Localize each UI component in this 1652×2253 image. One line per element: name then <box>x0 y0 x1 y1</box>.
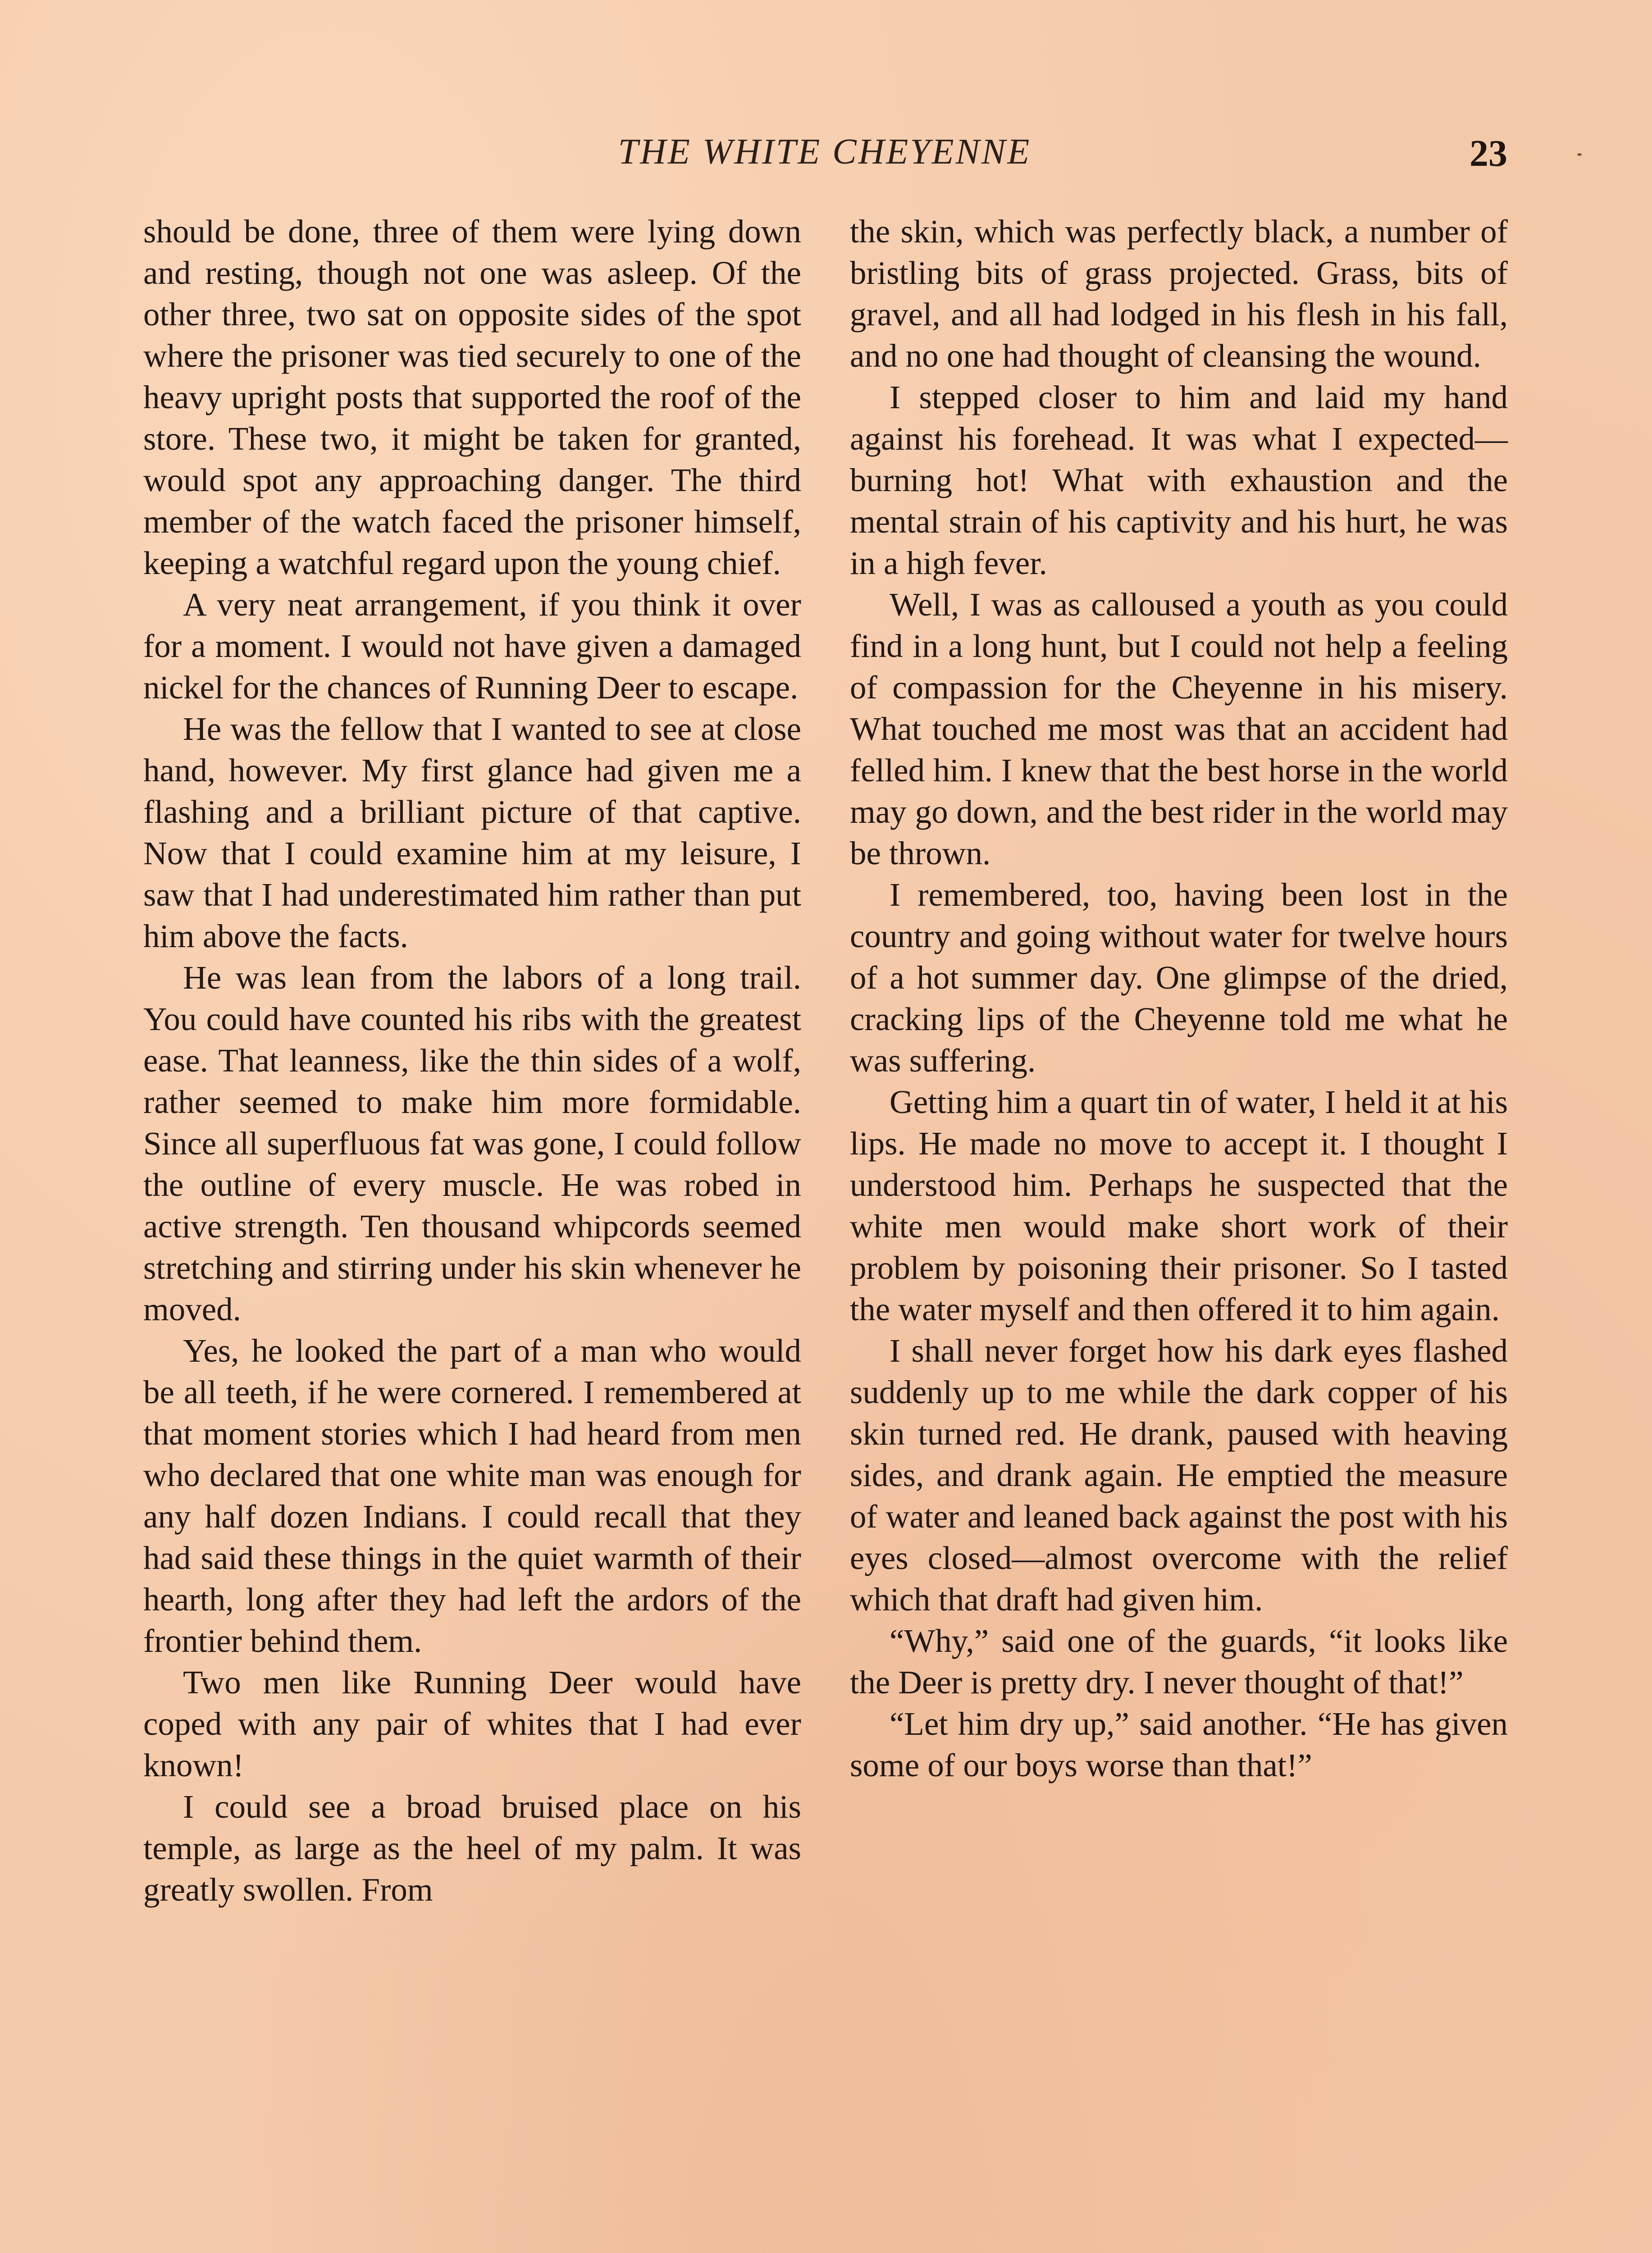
paragraph: I stepped closer to him and laid my hand against his forehead. It was what I expected—burning hot! What with exhaustion and the mental strain of his captivity and his hurt, he was in a high fever. <box>850 379 1508 581</box>
paper-speck <box>1577 153 1582 156</box>
paragraph: Two men like Running Deer would have coped with any pair of whites that I had ever known! <box>143 1664 801 1783</box>
left-column <box>143 211 801 1911</box>
paragraph: He was lean from the labors of a long trail. You could have counted his ribs with the greatest ease. That leanness, like the thin sides of a wolf, rather seemed to make him more formidable. Since all superfluous fat was gone, I could follow the outline of every muscle. He was robed in active strength. Ten thousand whipcords seemed stretching and stirring under his skin whenever he moved. <box>143 959 801 1327</box>
paragraph: A very neat arrangement, if you think it over for a moment. I would not have given a damaged nickel for the chances of Running Deer to escape. <box>143 586 801 706</box>
running-head <box>135 132 1514 181</box>
paragraph: should be done, three of them were lying down and resting, though not one was asleep. Of the other three, two sat on opposite sides of the spot where the prisoner was tied securely to one of the heavy upright posts that supported the roof of the store. These two, it might be taken for granted, would spot any approaching danger. The third member of the watch faced the prisoner himself, keeping a watchful regard upon the young chief. <box>143 213 801 581</box>
paragraph: “Why,” said one of the guards, “it looks like the Deer is pretty dry. I never thought of that!” <box>850 1623 1508 1701</box>
paragraph: the skin, which was perfectly black, a number of bristling bits of grass projected. Grass, bits of gravel, and all had lodged in his flesh in his fall, and no one had thought of cleansing the wound. <box>850 213 1508 374</box>
paragraph: Yes, he looked the part of a man who would be all teeth, if he were cornered. I remembered at that moment stories which I had heard from men who declared that one white man was enough for any half dozen Indians. I could recall that they had said these things in the quiet warmth of their hearth, long after they had left the ardors of the frontier behind them. <box>143 1332 801 1659</box>
paragraph: He was the fellow that I wanted to see at close hand, however. My first glance had given me a flashing and a brilliant picture of that captive. Now that I could examine him at my leisure, I saw that I had underestimated him rather than put him above the facts. <box>143 711 801 954</box>
right-column <box>850 211 1508 1786</box>
paragraph: Getting him a quart tin of water, I held it at his lips. He made no move to accept it. I thought I understood him. Perhaps he suspected that the white men would make short work of their problem by poisoning their prisoner. So I tasted the water myself and then offered it to him again. <box>850 1084 1508 1327</box>
paragraph: Well, I was as calloused a youth as you could find in a long hunt, but I could not help a feeling of compassion for the Cheyenne in his misery. What touched me most was that an accident had felled him. I knew that the best horse in the world may go down, and the best rider in the world may be thrown. <box>850 586 1508 871</box>
page-number: 23 <box>1469 132 1507 174</box>
paragraph: “Let him dry up,” said another. “He has given some of our boys worse than that!” <box>850 1706 1508 1783</box>
paragraph: I remembered, too, having been lost in the country and going without water for twelve hours of a hot summer day. One glimpse of the dried, cracking lips of the Cheyenne told me what he was suffering. <box>850 876 1508 1079</box>
paragraph: I shall never forget how his dark eyes flashed suddenly up to me while the dark copper of his skin turned red. He drank, paused with heaving sides, and drank again. He emptied the measure of water and leaned back against the post with his eyes closed—almost overcome with the relief which that draft had given him. <box>850 1332 1508 1618</box>
running-title: THE WHITE CHEYENNE <box>618 132 1031 172</box>
paragraph: I could see a broad bruised place on his temple, as large as the heel of my palm. It was greatly swollen. From <box>143 1788 801 1908</box>
